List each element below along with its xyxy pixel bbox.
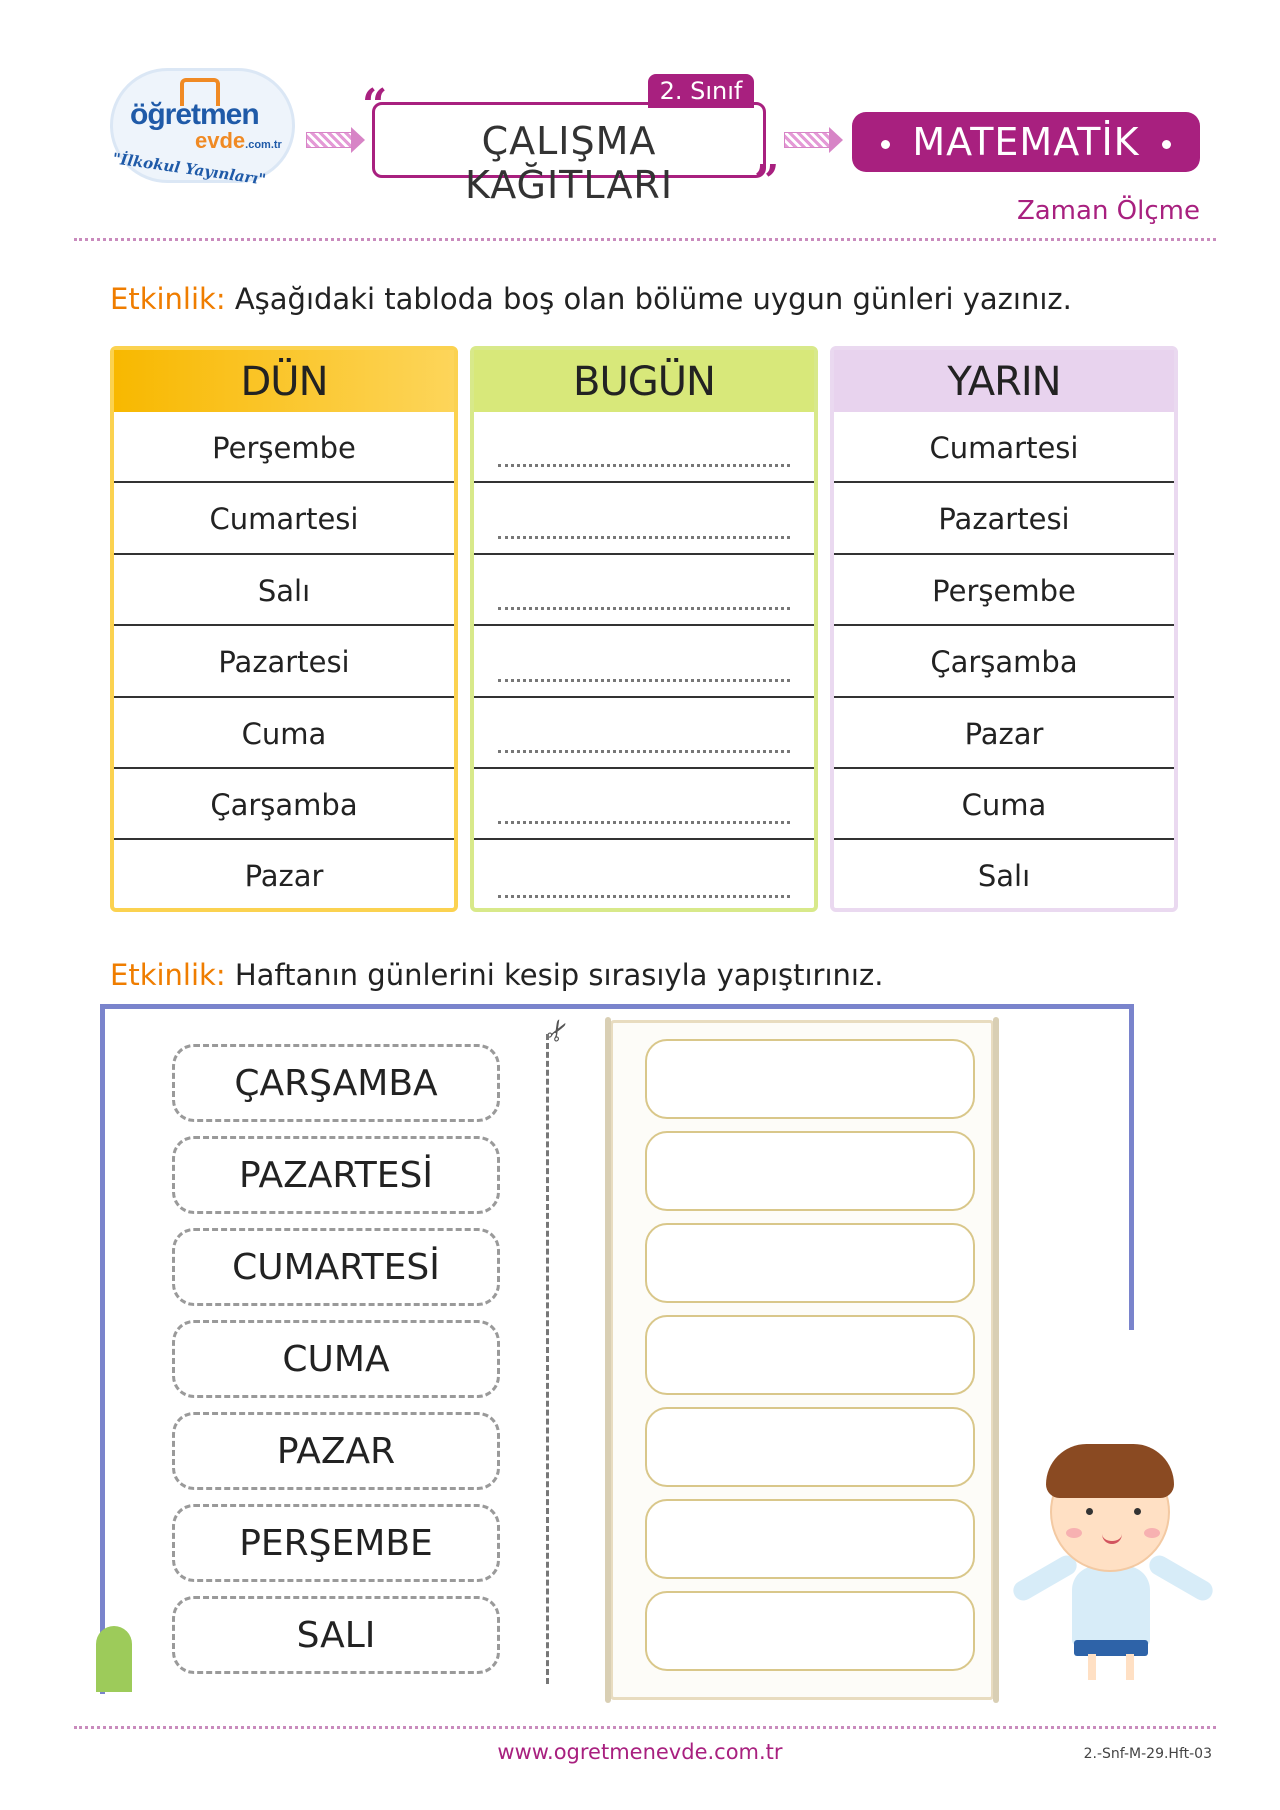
table-cell: Çarşamba	[834, 626, 1174, 697]
table-cell: Pazar	[244, 859, 324, 894]
cut-card[interactable]: SALI	[172, 1596, 500, 1674]
paste-slot[interactable]	[645, 1223, 975, 1303]
open-quote-icon: “	[362, 80, 388, 131]
table-cell: Çarşamba	[114, 769, 454, 840]
cut-card[interactable]: PAZAR	[172, 1412, 500, 1490]
leg-shape	[1126, 1654, 1134, 1680]
column-header-dun: DÜN	[114, 350, 454, 412]
table-cell: Salı	[977, 859, 1031, 894]
table-cell: Perşembe	[114, 412, 454, 483]
table-cell: Salı	[114, 555, 454, 626]
subject-label: MATEMATİK	[912, 120, 1140, 164]
column-yarin	[830, 346, 1178, 912]
activity-label: Etkinlik:	[110, 958, 226, 992]
cut-card[interactable]: PAZARTESİ	[172, 1136, 500, 1214]
shorts-shape	[1074, 1640, 1148, 1656]
answer-blank[interactable]	[474, 626, 814, 697]
arm-shape	[1010, 1552, 1081, 1604]
table-cell: Perşembe	[834, 555, 1174, 626]
activity2-instruction	[110, 958, 883, 992]
table-cell: Cumartesi	[114, 483, 454, 554]
paste-slot[interactable]	[645, 1131, 975, 1211]
leg-shape	[1088, 1654, 1096, 1680]
topic-label: Zaman Ölçme	[1016, 196, 1200, 226]
bullet-icon	[881, 140, 890, 149]
activity-text: Haftanın günlerini kesip sırasıyla yapıştırınız.	[234, 958, 884, 992]
eye-shape	[1086, 1508, 1093, 1515]
scissors-icon: ✂	[537, 1012, 578, 1049]
bullet-icon	[1162, 140, 1171, 149]
document-code: 2.-Snf-M-29.Hft-03	[1083, 1746, 1212, 1762]
activity-text: Aşağıdaki tabloda boş olan bölüme uygun günleri yazınız.	[234, 282, 1072, 316]
bush-illustration	[96, 1626, 132, 1692]
divider	[74, 238, 1216, 241]
cheek-shape	[1066, 1528, 1082, 1538]
paste-board	[610, 1020, 994, 1700]
table-cell: Pazar	[834, 698, 1174, 769]
close-quote-icon: ”	[754, 156, 780, 207]
subject-badge	[852, 112, 1200, 172]
title-box	[372, 102, 766, 207]
body-shape	[1072, 1566, 1150, 1646]
cut-card[interactable]: CUMA	[172, 1320, 500, 1398]
child-illustration	[1010, 1440, 1220, 1690]
cut-card[interactable]: PERŞEMBE	[172, 1504, 500, 1582]
paste-slot[interactable]	[645, 1499, 975, 1579]
cut-line	[546, 1034, 549, 1684]
table-cell: Cuma	[834, 769, 1174, 840]
paste-slot[interactable]	[645, 1591, 975, 1671]
answer-blank[interactable]	[474, 840, 814, 911]
answer-blank[interactable]	[474, 698, 814, 769]
divider	[74, 1726, 1216, 1729]
grade-label: 2. Sınıf	[648, 74, 754, 108]
column-dun	[110, 346, 458, 912]
answer-blank[interactable]	[474, 412, 814, 483]
logo-sub-text: evde.com.tr	[195, 128, 282, 153]
cut-card[interactable]: CUMARTESİ	[172, 1228, 500, 1306]
arrow-icon	[306, 132, 352, 148]
arm-shape	[1146, 1552, 1217, 1604]
eye-shape	[1134, 1508, 1141, 1515]
page-title: ÇALIŞMA KAĞITLARI	[464, 119, 674, 207]
hair-shape	[1046, 1444, 1174, 1498]
answer-blank[interactable]	[474, 555, 814, 626]
activity-label: Etkinlik:	[110, 282, 226, 316]
logo-main-text: öğretmen	[130, 98, 259, 131]
column-header-bugun: BUGÜN	[474, 350, 814, 412]
paste-slot[interactable]	[645, 1407, 975, 1487]
logo-tagline: "İlkokul Yayınları"	[111, 149, 268, 189]
column-bugun	[470, 346, 818, 912]
table-cell: Pazartesi	[114, 626, 454, 697]
cut-card[interactable]: ÇARŞAMBA	[172, 1044, 500, 1122]
activity1-instruction	[110, 282, 1072, 316]
paste-slot[interactable]	[645, 1039, 975, 1119]
table-cell: Cuma	[114, 698, 454, 769]
publisher-logo	[100, 58, 300, 208]
paste-slot[interactable]	[645, 1315, 975, 1395]
footer-url[interactable]: www.ogretmenevde.com.tr	[497, 1740, 783, 1764]
answer-blank[interactable]	[474, 769, 814, 840]
cheek-shape	[1144, 1528, 1160, 1538]
table-cell: Cumartesi	[834, 412, 1174, 483]
arrow-icon	[784, 132, 830, 148]
table-cell: Pazartesi	[834, 483, 1174, 554]
column-header-yarin: YARIN	[834, 350, 1174, 412]
answer-blank[interactable]	[474, 483, 814, 554]
